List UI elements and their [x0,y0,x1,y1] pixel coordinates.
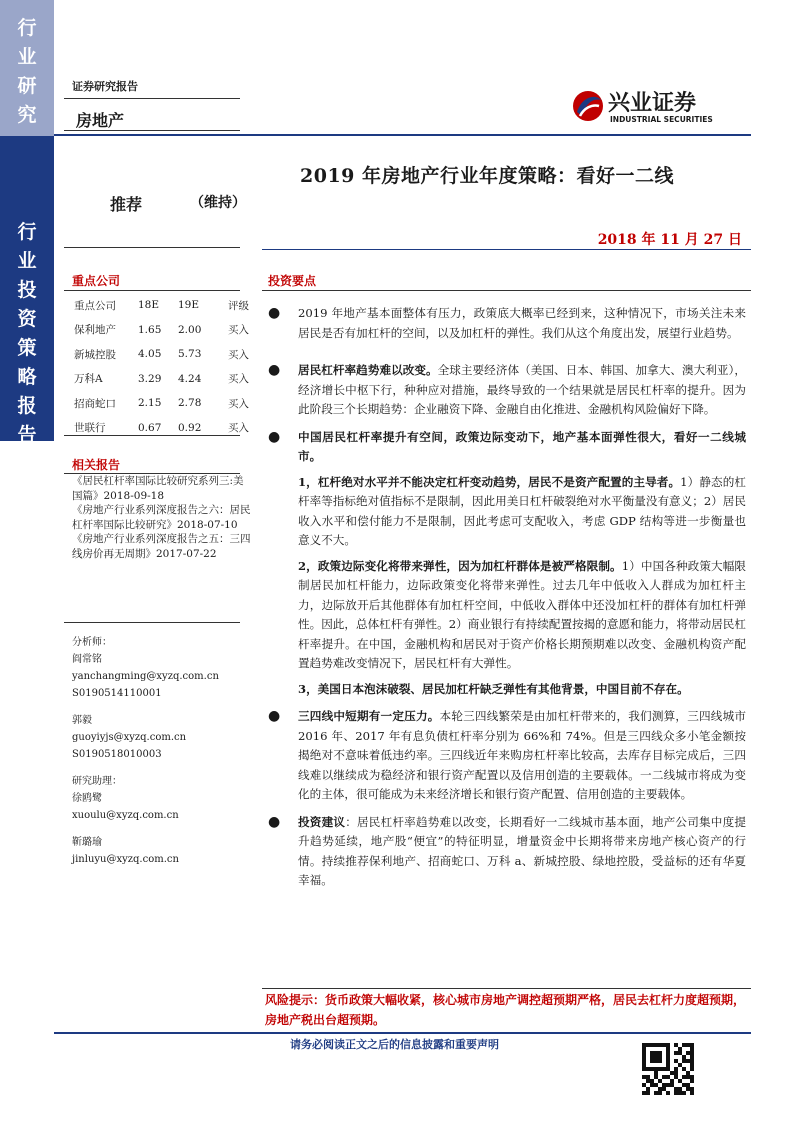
table-cell: 2.00 [178,323,202,336]
divider [64,98,240,99]
analyst-id: S0190518010003 [72,749,162,760]
companies-table [70,293,253,440]
assistant-email[interactable]: xuoulu@xyzq.com.cn [72,810,179,821]
table-cell: 万科A [74,373,103,386]
related-report-link[interactable]: 《房地产行业系列深度报告之六：居民杠杆率国际比较研究》2018-07-10 [72,504,251,531]
side-label-strategy: 行 业 投 资 策 略 报 告 [17,221,37,446]
table-header-row [70,293,253,318]
related-report-link[interactable]: 《房地产行业系列深度报告之五：三四线房价再无周期》2017-07-22 [72,533,251,560]
report-type: 证券研究报告 [72,80,138,93]
key-point-text: ：居民杠杆率趋势难以改变，长期看好一二线城市基本面，地产公司集中度提升趋势延续，地产股“便宜”的特征明显，增量资金中长期将带来房地产核心资产的行情。持续推荐保利地产、招商蛇口、万科 a、新城控股、绿地控股，受益标的还有华夏幸福。 [298,814,746,887]
table-header-cell: 评级 [228,299,249,312]
footer-rule [54,1032,751,1034]
table-cell: 4.05 [138,348,162,361]
table-cell: 1.65 [138,323,162,336]
table-row [70,391,253,416]
analysts-block [72,634,252,868]
key-point-lead: 居民杠杆率趋势难以改变。 [298,363,438,377]
logo-text-cn: 兴业证券 [608,91,697,116]
assistant-name: 徐鸥鹭 [72,793,102,804]
key-point [268,428,746,700]
key-point [268,361,746,420]
logo-text-en: INDUSTRIAL SECURITIES [610,115,713,124]
divider [262,988,751,989]
divider [64,247,240,248]
report-title: 2019 年房地产行业年度策略：看好一二线 [300,165,674,187]
assistant-name: 靳璐瑜 [72,837,102,848]
analyst-name: 阎常铭 [72,654,102,665]
side-label-research: 行 业 研 究 [17,17,37,126]
table-cell: 买入 [228,324,249,337]
table-cell: 买入 [228,348,249,361]
table-row [70,367,253,392]
table-cell: 0.92 [178,421,202,434]
analyst-email[interactable]: guoyiyjs@xyzq.com.cn [72,732,187,743]
key-point-text: 全球主要经济体（美国、日本、韩国、加拿大、澳大利亚），经济增长中枢下行，种种应对措施，最终导致的一个结果就是居民杠杆率的提升。因为此阶段三个长期趋势：企业融资下降、金融自由化推进、金融机构风险偏好下降。 [298,363,746,416]
date-rule [262,249,751,250]
sub-point-lead: 2，政策边际变化将带来弹性，因为加杠杆群体是被严格限制。 [298,558,622,573]
table-cell: 新城控股 [74,348,116,361]
bullet-icon: ● [268,428,281,445]
header-rule [54,134,751,136]
divider [64,435,240,436]
table-header-cell: 18E [138,299,160,312]
divider [64,622,240,623]
table-header-cell: 19E [178,299,200,312]
table-cell: 世联行 [74,422,106,435]
analyst-label: 分析师： [72,637,112,648]
table-cell: 4.24 [178,372,202,385]
risk-warning: 风险提示：货币政策大幅收紧，核心城市房地产调控超预期严格，居民去杠杆力度超预期，房地产税出台超预期。 [265,993,746,1027]
related-reports-list [72,474,252,561]
bullet-icon: ● [268,305,281,321]
sector-label: 房地产 [76,111,125,130]
bullet-icon: ● [268,813,281,830]
rating-label: 推荐 [110,195,143,214]
analyst-email[interactable]: yanchangming@xyzq.com.cn [72,671,219,682]
key-points [268,304,746,891]
table-header-cell: 重点公司 [74,299,116,312]
table-cell: 2.15 [138,397,162,410]
table-cell: 买入 [228,422,249,435]
key-point [268,304,746,343]
table-cell: 买入 [228,373,249,386]
companies-heading: 重点公司 [72,274,121,288]
table-cell: 3.29 [138,372,162,385]
sub-point-lead: 3，美国日本泡沫破裂、居民加杠杆缺乏弹性有其他背景，中国目前不存在。 [298,681,689,696]
assistant-email[interactable]: jinluyu@xyzq.com.cn [72,854,179,865]
table-cell: 2.78 [178,397,202,410]
assistant-label: 研究助理： [72,776,122,787]
analyst-name: 郭毅 [72,715,92,726]
table-row [70,342,253,367]
related-report-link[interactable]: 《居民杠杆率国际比较研究系列三:美国篇》2018-09-18 [72,475,244,502]
key-point-text: 本轮三四线繁荣是由加杠杆带来的，我们测算，三四线城市 2016 年、2017 年有息负债杠杆率分别为 66%和 74%。但是三四线众多小笔金额按揭绝对不意味着低违约率。三四线近年来购房杠杆率比较高，去库存目标完成后，三四线难以继续成为稳经济和银行资产配置以及信用创造的主要载体。一二线城市将成为变化的主体，很可能成为未来经济增长和银行资产配置、信用创造的主要载体。 [298,709,746,801]
divider [64,130,240,131]
table-cell: 0.67 [138,421,162,434]
report-date: 2018 年 11 月 27 日 [597,232,742,248]
disclaimer-notice[interactable]: 请务必阅读正文之后的信息披露和重要声明 [290,1038,499,1051]
analyst-id: S0190514110001 [72,688,162,699]
table-cell: 保利地产 [74,324,116,337]
table-cell: 招商蛇口 [74,397,116,410]
bullet-icon: ● [268,362,281,378]
key-point-lead: 中国居民杠杆率提升有空间，政策边际变动下，地产基本面弹性很大，看好一二线城市。 [298,429,746,463]
table-cell: 5.73 [178,348,202,361]
key-point-lead: 投资建议 [298,814,346,829]
key-point-text: 2019 年地产基本面整体有压力，政策底大概率已经到来，这种情况下，市场关注未来居民是否有加杠杆的空间，以及加杠杆的弹性。我们从这个角度出发，展望行业趋势。 [298,306,746,340]
sub-point-text: 1）中国各种政策大幅限制居民加杠杆能力，边际政策变化将带来弹性。过去几年中低收入人群成为加杠杆主力，边际放开后其他群体有加杠杆空间，中低收入群体中还没加杠杆的群体有加杠杆弹性。因此，总体杠杆有弹性。2）商业银行有持续配置按揭的意愿和能力，将带动居民杠杆率提升。在中国，金融机构和居民对于资产价格长期预期难以改变、金融机构资产配置趋势难改变情况下，居民杠杆有大弹性。 [298,558,746,670]
table-cell: 买入 [228,397,249,410]
rating-status: （维持） [190,195,246,211]
related-heading: 相关报告 [72,458,121,472]
sub-point-text: 1）静态的杠杆率等指标绝对值指标不是限制，因此用美日杠杆破裂绝对水平衡量没有意义；2）居民收入水平和偿付能力不是限制，因此考虑可支配收入，考虑 GDP 结构等进一步衡量也意义不大。 [298,474,746,547]
key-point [268,813,746,891]
bullet-icon: ● [268,708,281,724]
key-point-lead: 三四线中短期有一定压力。 [298,709,440,723]
divider [64,290,240,291]
qr-code-icon [642,1043,694,1095]
key-point [268,707,746,805]
sub-point-lead: 1，杠杆绝对水平并不能决定杠杆变动趋势，居民不是资产配置的主导者。 [298,474,681,489]
table-row [70,416,253,441]
company-logo [568,86,748,126]
table-row [70,318,253,343]
body-heading: 投资要点 [268,274,317,288]
divider [262,290,751,291]
